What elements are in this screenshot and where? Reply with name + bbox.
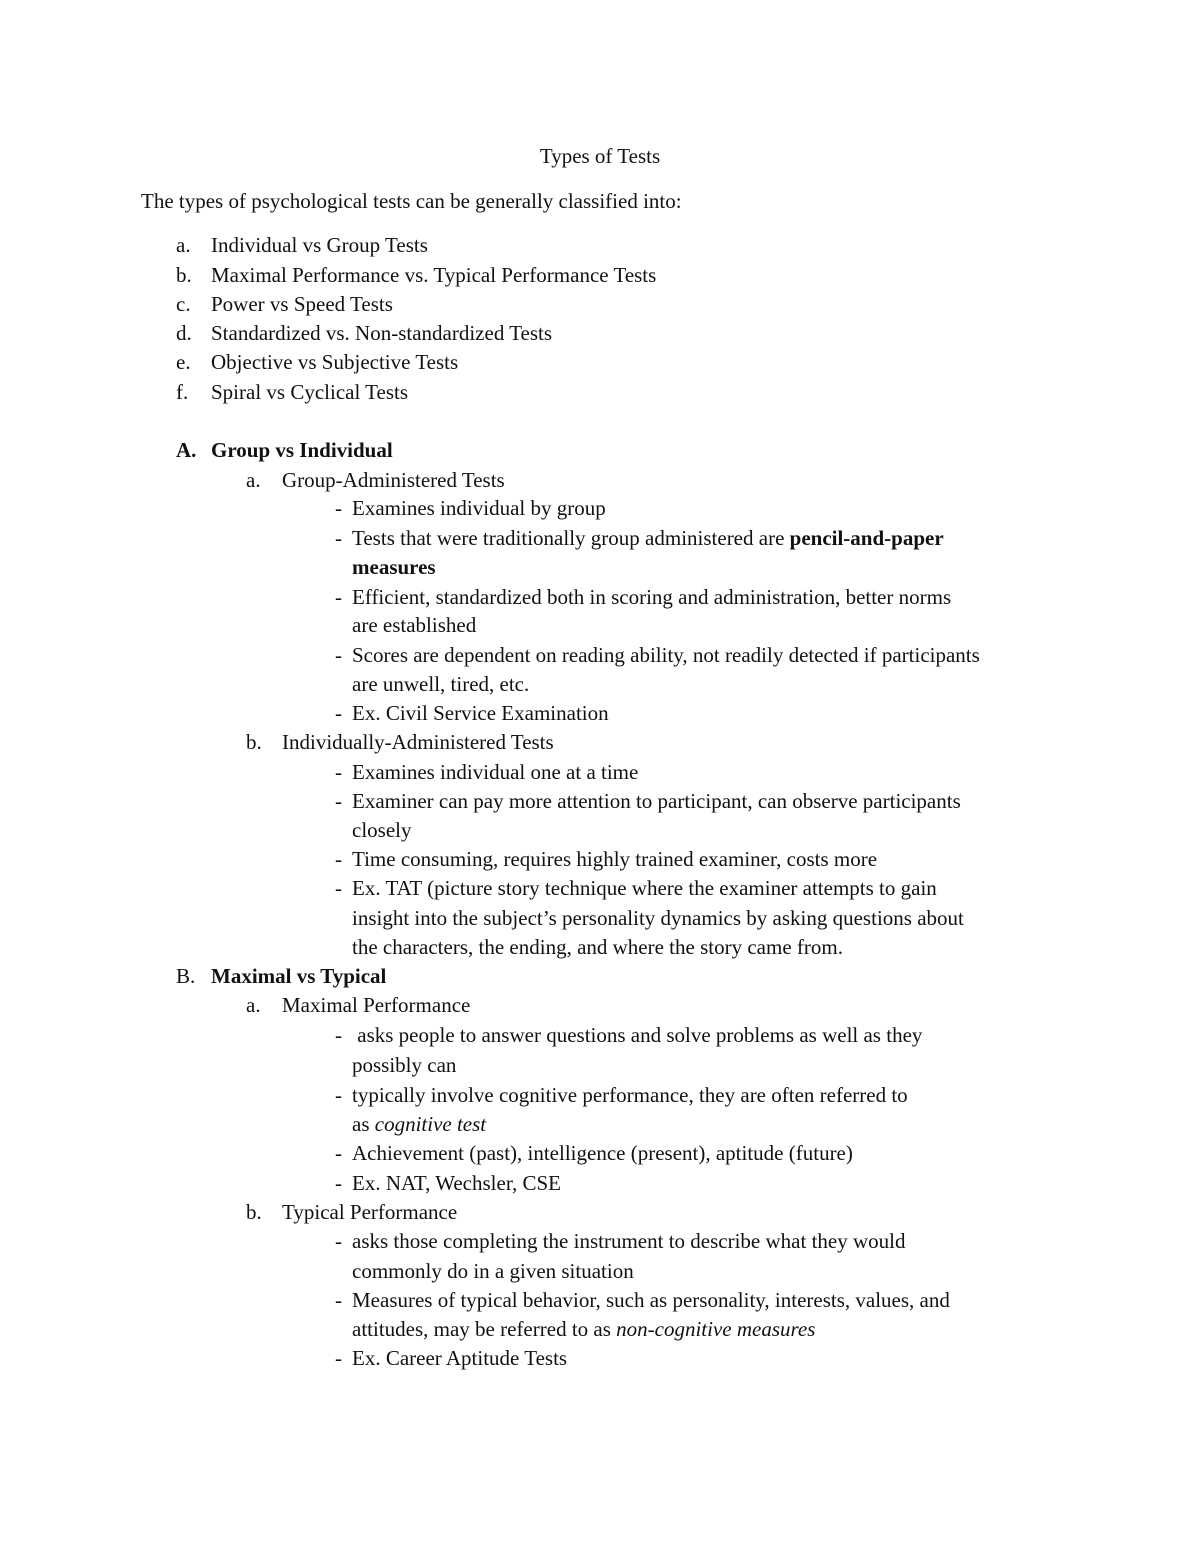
subsection-marker: b. [246,1200,262,1224]
subsection-marker: a. [246,468,261,492]
bullet-text: Ex. Civil Service Examination [352,701,609,725]
overview-item: Individual vs Group Tests [211,233,428,257]
bullet-text: Ex. Career Aptitude Tests [352,1346,568,1370]
bullet-dash: - [335,701,342,725]
overview-item: Spiral vs Cyclical Tests [211,380,409,404]
bullet-dash: - [335,1229,342,1253]
bullet-dash: - [335,847,342,871]
section-a-marker: A. [176,438,197,462]
overview-marker: d. [176,321,192,345]
bullet-text: closely [352,818,412,842]
bullet-dash: - [335,1083,342,1107]
bullet-dash: - [335,1023,342,1047]
bullet-dash: - [335,760,342,784]
bullet-dash: - [335,585,342,609]
overview-marker: c. [176,292,191,316]
bullet-dash: - [335,1141,342,1165]
bullet-dash: - [335,1171,342,1195]
bullet-text: are established [352,613,477,637]
bullet-text: Scores are dependent on reading ability, not readily detected if participants [352,643,980,667]
bullet-text [352,1111,486,1137]
overview-marker: a. [176,233,191,257]
bullet-text: are unwell, tired, etc. [352,672,530,696]
bullet-text: Examiner can pay more attention to participant, can observe participants [352,789,961,813]
bullet-text: typically involve cognitive performance, they are often referred to [352,1083,908,1107]
page-title: Types of Tests [539,144,661,168]
italic-term: cognitive test [374,1112,487,1136]
overview-marker: f. [176,380,189,404]
bullet-text: Time consuming, requires highly trained examiner, costs more [352,847,878,871]
bold-term: pencil-and-paper [789,526,944,550]
overview-item: Power vs Speed Tests [211,292,393,316]
overview-item: Standardized vs. Non-standardized Tests [211,321,553,345]
bullet-text: asks people to answer questions and solve problems as well as they [352,1023,923,1047]
bullet-text: commonly do in a given situation [352,1259,634,1283]
bullet-text: Examines individual by group [352,496,606,520]
bullet-dash: - [335,876,342,900]
italic-term: non-cognitive measures [616,1317,816,1341]
bullet-dash: - [335,789,342,813]
subsection-label: Maximal Performance [282,993,471,1017]
bullet-text: possibly can [352,1053,457,1077]
bullet-text: Achievement (past), intelligence (present), aptitude (future) [352,1141,853,1165]
section-b-heading: Maximal vs Typical [211,964,387,988]
bullet-text-part: attitudes, may be referred to as [352,1317,617,1341]
bullet-dash: - [335,526,342,550]
intro-text: The types of psychological tests can be generally classified into: [141,189,682,213]
bullet-dash: - [335,1288,342,1312]
bullet-dash: - [335,496,342,520]
bullet-dash: - [335,643,342,667]
bullet-text [352,1316,815,1342]
overview-marker: b. [176,263,192,287]
overview-item: Maximal Performance vs. Typical Performance Tests [211,263,657,287]
bullet-text [352,525,944,551]
bullet-text: Efficient, standardized both in scoring and administration, better norms [352,585,952,609]
bullet-dash: - [335,1346,342,1370]
subsection-label: Group-Administered Tests [282,468,505,492]
overview-marker: e. [176,350,191,374]
bullet-text: the characters, the ending, and where the story came from. [352,935,843,959]
bullet-text: Measures of typical behavior, such as personality, interests, values, and [352,1288,950,1312]
bold-term: measures [352,555,436,579]
bullet-text: insight into the subject’s personality dynamics by asking questions about [352,906,964,930]
bullet-text: Examines individual one at a time [352,760,639,784]
subsection-marker: a. [246,993,261,1017]
subsection-label: Typical Performance [282,1200,458,1224]
bullet-text: Ex. NAT, Wechsler, CSE [352,1171,561,1195]
bullet-text: Ex. TAT (picture story technique where the examiner attempts to gain [352,876,937,900]
subsection-marker: b. [246,730,262,754]
bullet-text-part: as [352,1112,375,1136]
subsection-label: Individually-Administered Tests [282,730,554,754]
section-a-heading: Group vs Individual [211,438,393,462]
bullet-text: asks those completing the instrument to describe what they would [352,1229,906,1253]
overview-item: Objective vs Subjective Tests [211,350,459,374]
section-b-marker: B. [176,964,196,988]
bullet-text-part: Tests that were traditionally group administered are [352,526,790,550]
